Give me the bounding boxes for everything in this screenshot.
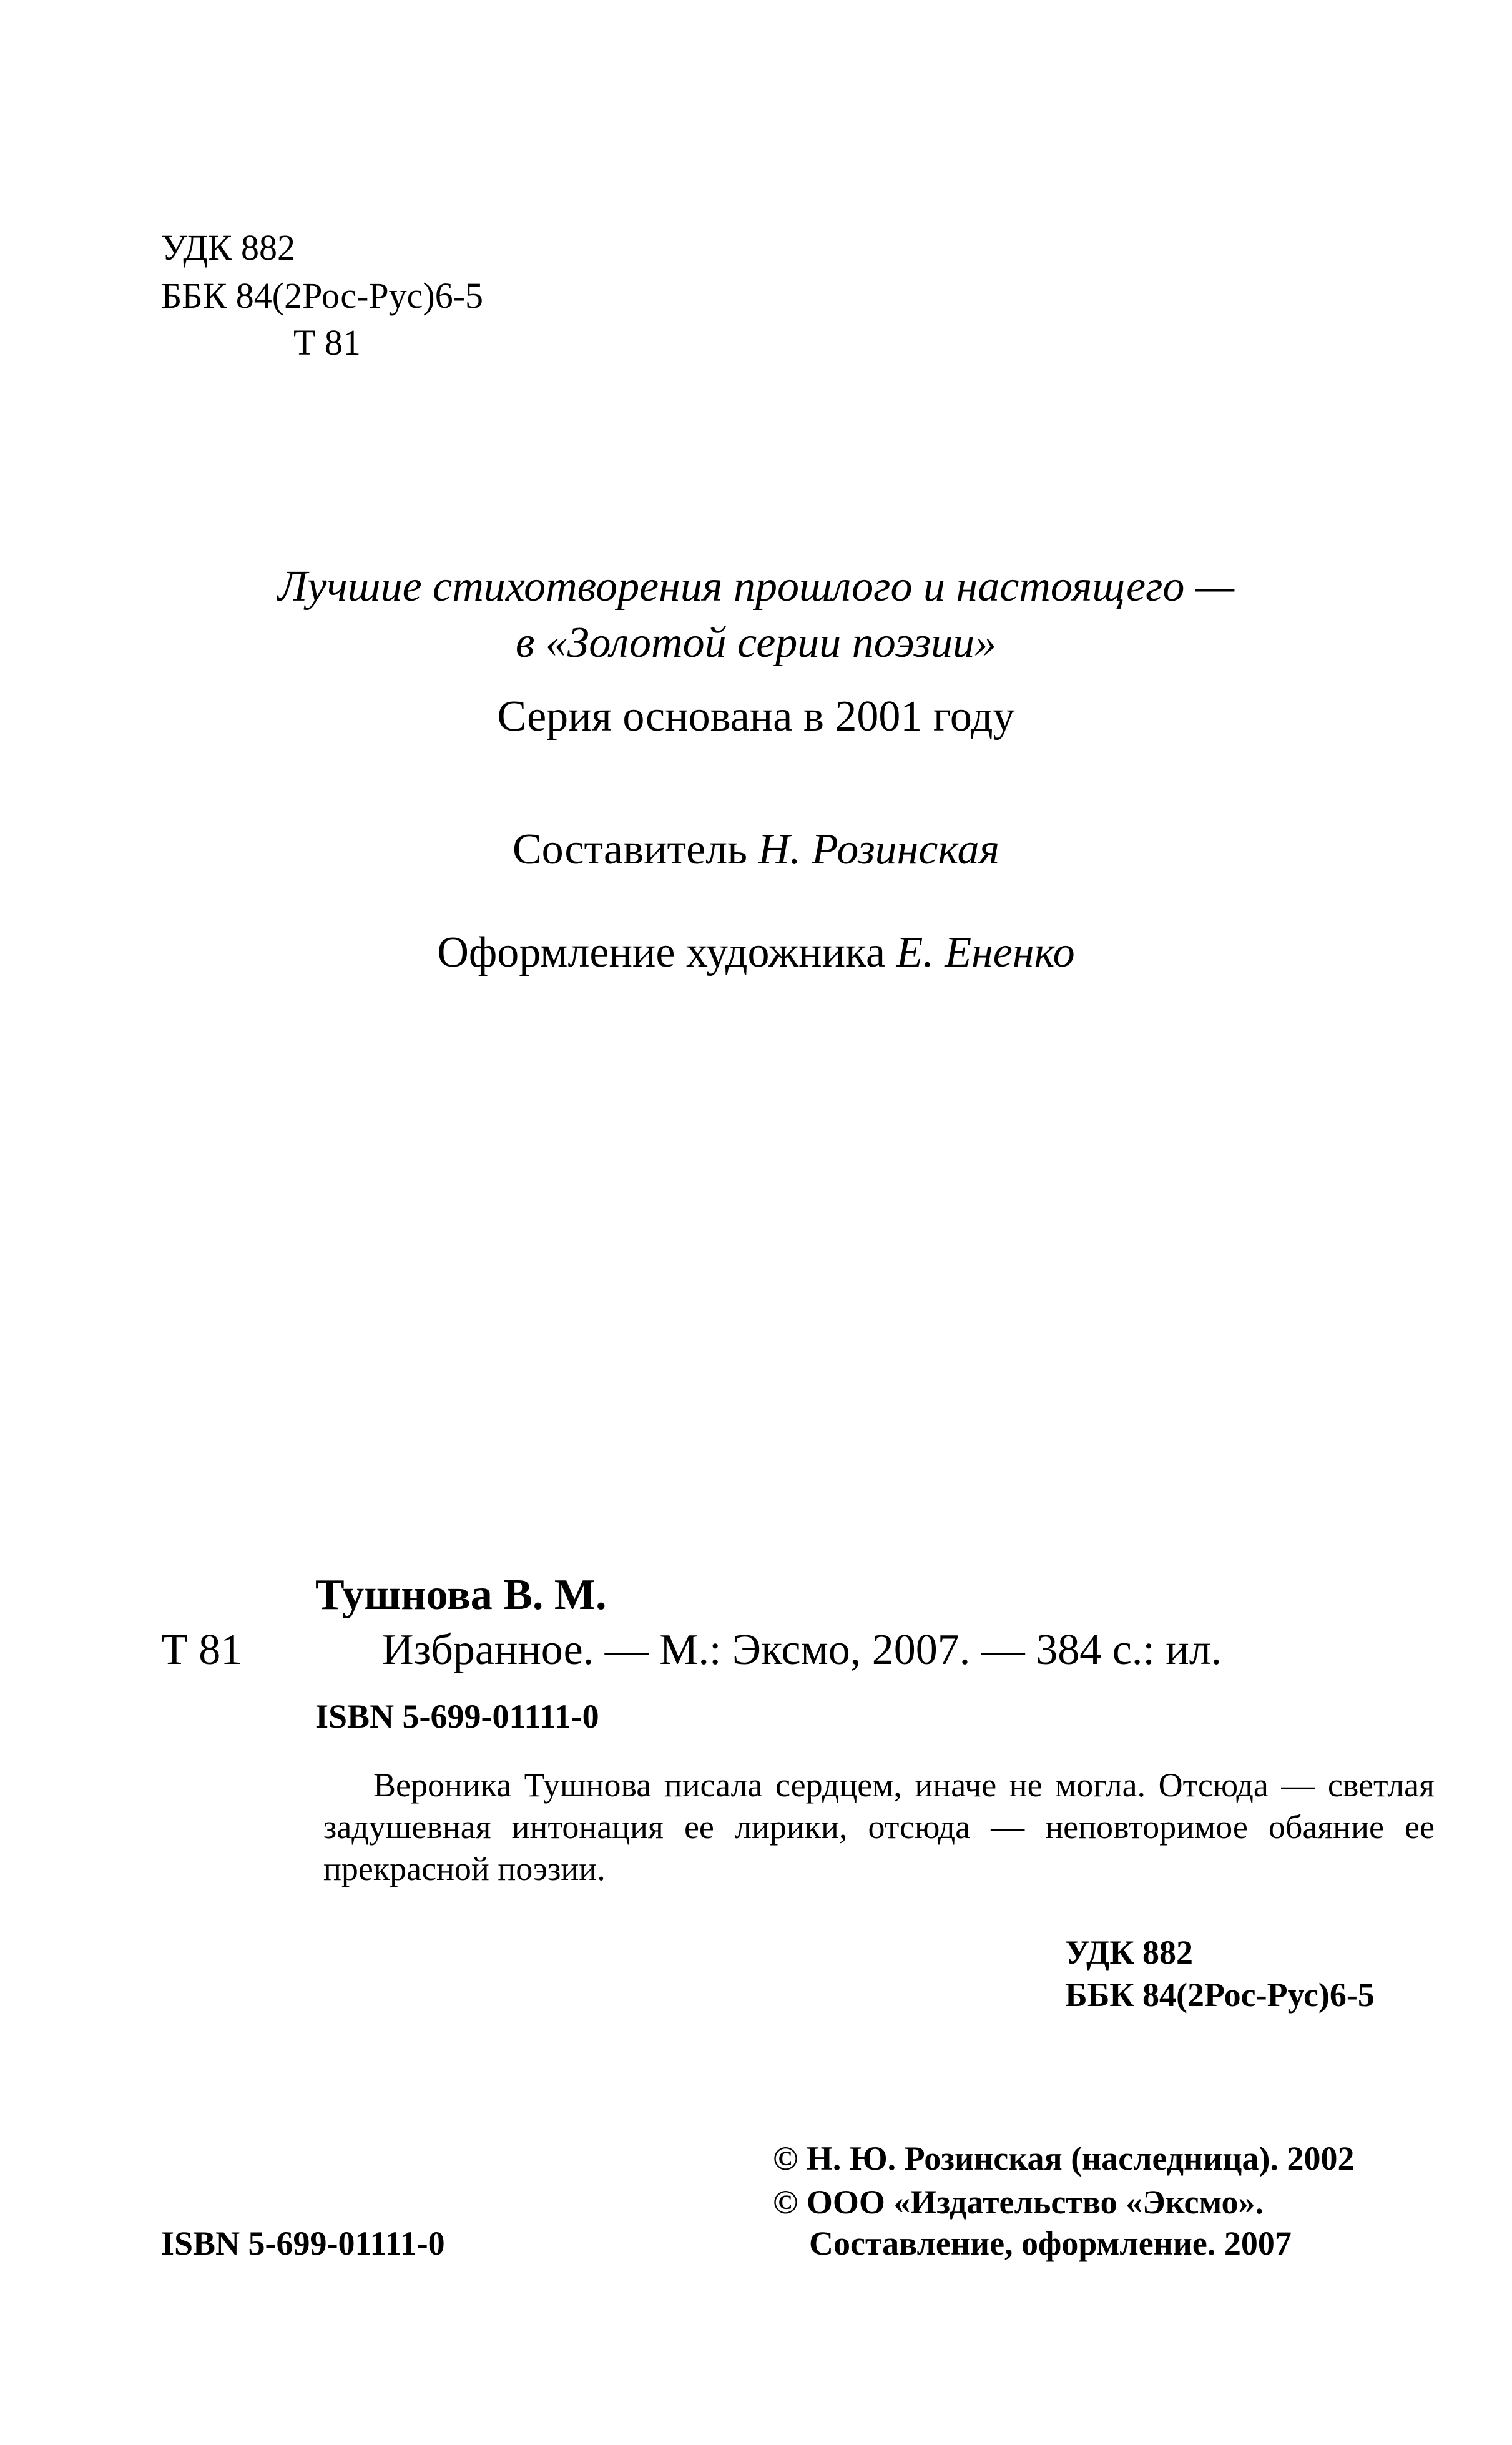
copyright-compilation: Составление, оформление. 2007 [809,2225,1292,2262]
compiler-name: Н. Розинская [758,825,1000,873]
annotation-paragraph: Вероника Тушнова писала сердцем, иначе не могла. Отсюда — светлая задушевная интонация ее лирики, отсюда — неповторимое обаяние ее прекрасной поэзии. [323,1766,1435,1887]
bbk-code-top: ББК 84(2Рос-Рус)6-5 [161,275,484,316]
catalog-author: Тушнова В. М. [315,1571,607,1619]
copyright-heir: © Н. Ю. Розинская (наследница). 2002 [773,2140,1355,2177]
udk-code-top: УДК 882 [161,227,295,268]
author-mark-top: Т 81 [293,322,361,363]
series-slogan-line2: в «Золотой серии поэзии» [515,619,997,667]
catalog-bibliographic: Избранное. — М.: Эксмо, 2007. — 384 с.: ил. [382,1626,1222,1674]
catalog-isbn: ISBN 5-699-01111-0 [315,1698,599,1735]
design-name: Е. Ененко [896,928,1075,977]
design-label: Оформление художника [437,928,886,977]
compiler-credit [0,825,1512,873]
catalog-bbk: ББК 84(2Рос-Рус)6-5 [1065,1976,1375,2014]
series-founded: Серия основана в 2001 году [497,692,1015,740]
design-credit [0,928,1512,977]
copyright-publisher: © ООО «Издательство «Эксмо». [773,2183,1264,2221]
catalog-udk: УДК 882 [1065,1934,1193,1971]
catalog-mark: Т 81 [161,1626,243,1674]
footer-isbn: ISBN 5-699-01111-0 [161,2225,445,2262]
series-slogan-line1: Лучшие стихотворения прошлого и настоящего — [277,563,1235,611]
compiler-label: Составитель [512,825,748,873]
